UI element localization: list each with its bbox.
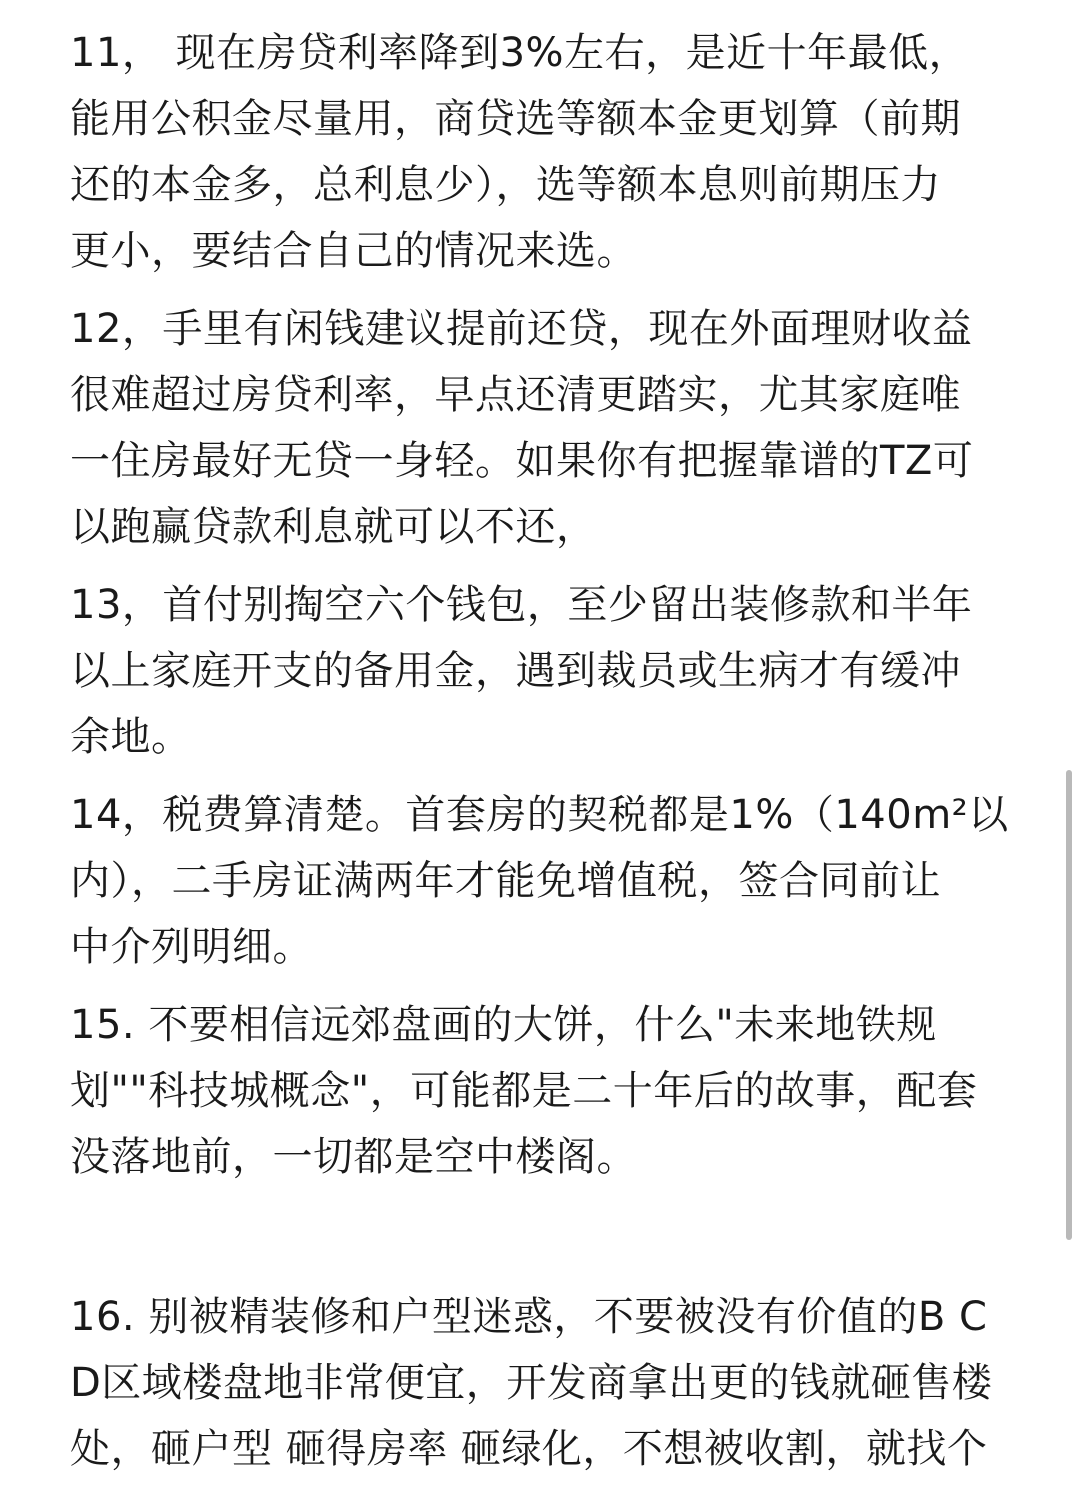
text-line: 11， 现在房贷利率降到3%左右，是近十年最低， [70, 30, 970, 76]
text-line: 更小，要结合自己的情况来选。 [70, 228, 637, 274]
text-line: 能用公积金尽量用，商贷选等额本金更划算（前期 [70, 96, 961, 142]
text-line: 很难超过房贷利率，早点还清更踏实，尤其家庭唯 [70, 372, 961, 418]
text-line: 没落地前，一切都是空中楼阁。 [70, 1134, 637, 1180]
text-line: D区域楼盘地非常便宜，开发商拿出更的钱就砸售楼 [70, 1360, 993, 1406]
list-item-13 [70, 572, 1020, 770]
text-line: 一住房最好无贷一身轻。如果你有把握靠谱的TZ可 [70, 438, 974, 484]
text-line: 还的本金多，总利息少），选等额本息则前期压力 [70, 162, 941, 208]
text-line: 余地。 [70, 714, 192, 760]
text-line: 12，手里有闲钱建议提前还贷，现在外面理财收益 [70, 306, 973, 352]
scrollbar-thumb[interactable] [1066, 770, 1072, 1240]
list-item-12 [70, 296, 1020, 560]
text-line: 14，税费算清楚。首套房的契税都是1%（140m²以 [70, 792, 1009, 838]
list-item-11 [70, 20, 1020, 284]
text-line: 16. 别被精装修和户型迷惑，不要被没有价值的B C [70, 1294, 988, 1340]
text-line: 处，砸户型 砸得房率 砸绿化，不想被收割，就找个 [70, 1426, 988, 1472]
text-line: 内），二手房证满两年才能免增值税，签合同前让 [70, 858, 941, 904]
text-line: 以跑赢贷款利息就可以不还， [70, 504, 597, 550]
text-line: 划""科技城概念"，可能都是二十年后的故事，配套 [70, 1068, 978, 1114]
article-body [70, 20, 1020, 1494]
text-line: 中介列明细。 [70, 924, 313, 970]
text-line: 13，首付别掏空六个钱包，至少留出装修款和半年 [70, 582, 973, 628]
list-item-15 [70, 992, 1020, 1190]
list-item-16 [70, 1284, 1020, 1482]
blank-line [70, 1202, 1020, 1284]
text-line: 15. 不要相信远郊盘画的大饼，什么"未来地铁规 [70, 1002, 937, 1048]
text-line: 以上家庭开支的备用金，遇到裁员或生病才有缓冲 [70, 648, 961, 694]
list-item-14 [70, 782, 1020, 980]
